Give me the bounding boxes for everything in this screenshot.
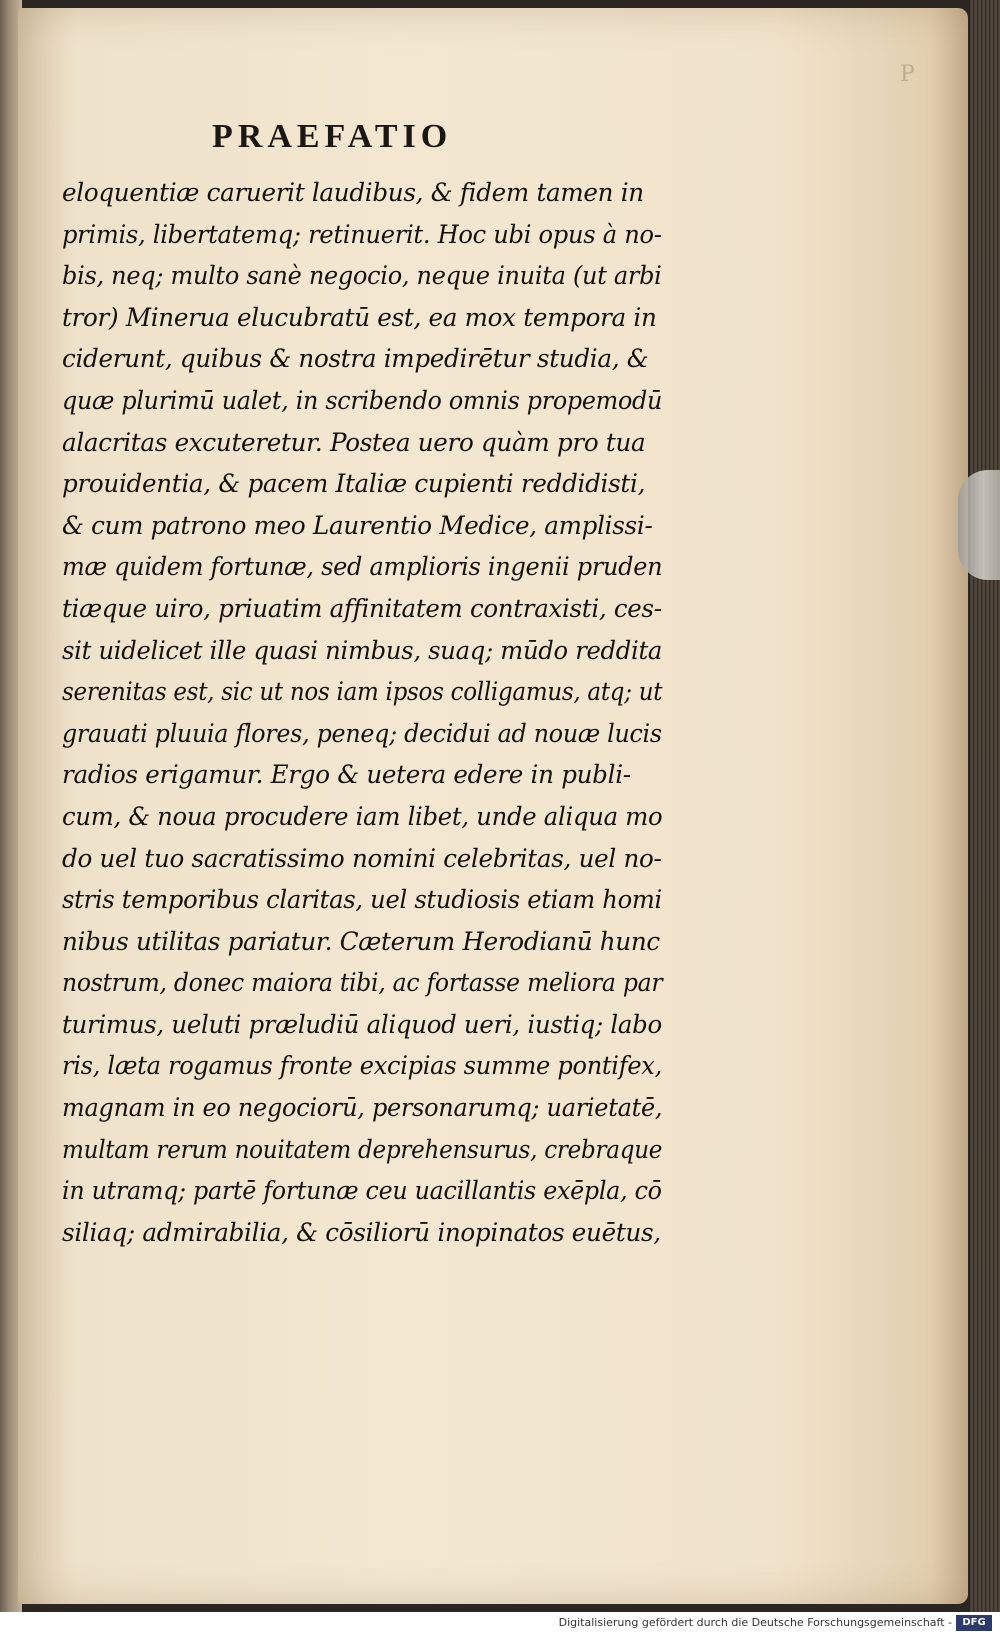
text-line: in utramq; partē fortunæ ceu uacillantis exēpla, cō <box>62 1176 662 1206</box>
text-line: quæ plurimū ualet, in scribendo omnis propemodū <box>62 385 663 415</box>
text-line: primis, libertatemq; retinuerit. Hoc ubi opus à no- <box>62 219 662 249</box>
text-line: nostrum, donec maiora tibi, ac fortasse meliora par <box>62 968 663 998</box>
text-line: stris temporibus claritas, uel studiosis etiam homi <box>62 885 662 915</box>
text-line: nibus utilitas pariatur. Cæterum Herodianū hunc <box>62 926 660 956</box>
thumb-tab <box>958 470 1000 580</box>
running-head: PRAEFATIO <box>212 118 453 155</box>
text-line: ciderunt, quibus & nostra impedirētur studia, & <box>62 344 649 374</box>
text-line: & cum patrono meo Laurentio Medice, amplissi- <box>62 510 653 540</box>
text-line: sit uidelicet ille quasi nimbus, suaq; mūdo reddita <box>62 635 663 665</box>
text-line: radios erigamur. Ergo & uetera edere in publi- <box>62 760 631 790</box>
text-line: cum, & noua procudere iam libet, unde aliqua mo <box>62 801 663 831</box>
show-through-text: P <box>900 62 915 87</box>
text-line: turimus, ueluti præludiū aliquod ueri, iustiq; labo <box>62 1009 662 1039</box>
dfg-logo: DFG <box>956 1615 992 1631</box>
text-line: prouidentia, & pacem Italiæ cupienti reddidisti, <box>62 469 646 499</box>
text-line: ris, læta rogamus fronte excipias summe pontifex, <box>62 1051 662 1081</box>
text-line: magnam in eo negociorū, personarumq; uarietatē, <box>62 1093 663 1123</box>
text-line: bis, neq; multo sanè negocio, neque inuita (ut arbi <box>62 261 662 291</box>
text-line: siliaq; admirabilia, & cōsiliorū inopinatos euētus, <box>62 1217 661 1247</box>
dfg-credit: Digitalisierung gefördert durch die Deutsche Forschungsgemeinschaft - <box>558 1616 952 1629</box>
text-line: alacritas excuteretur. Postea uero quàm pro tua <box>62 427 646 457</box>
text-line: mæ quidem fortunæ, sed amplioris ingenii pruden <box>62 552 663 582</box>
text-line: serenitas est, sic ut nos iam ipsos colligamus, atq; ut <box>62 677 663 707</box>
text-line: multam rerum nouitatem deprehensurus, crebraque <box>62 1134 663 1164</box>
text-line: grauati pluuia flores, peneq; decidui ad nouæ lucis <box>62 718 662 748</box>
text-line: tiæque uiro, priuatim affinitatem contraxisti, ces- <box>62 593 662 623</box>
text-line: tror) Minerua elucubratū est, ea mox tempora in <box>62 302 657 332</box>
text-line: eloquentiæ caruerit laudibus, & fidem tamen in <box>62 178 644 207</box>
page-edges <box>970 0 1000 1612</box>
text-line: do uel tuo sacratissimo nomini celebritas, uel no- <box>62 843 662 873</box>
body-text <box>62 172 672 1253</box>
